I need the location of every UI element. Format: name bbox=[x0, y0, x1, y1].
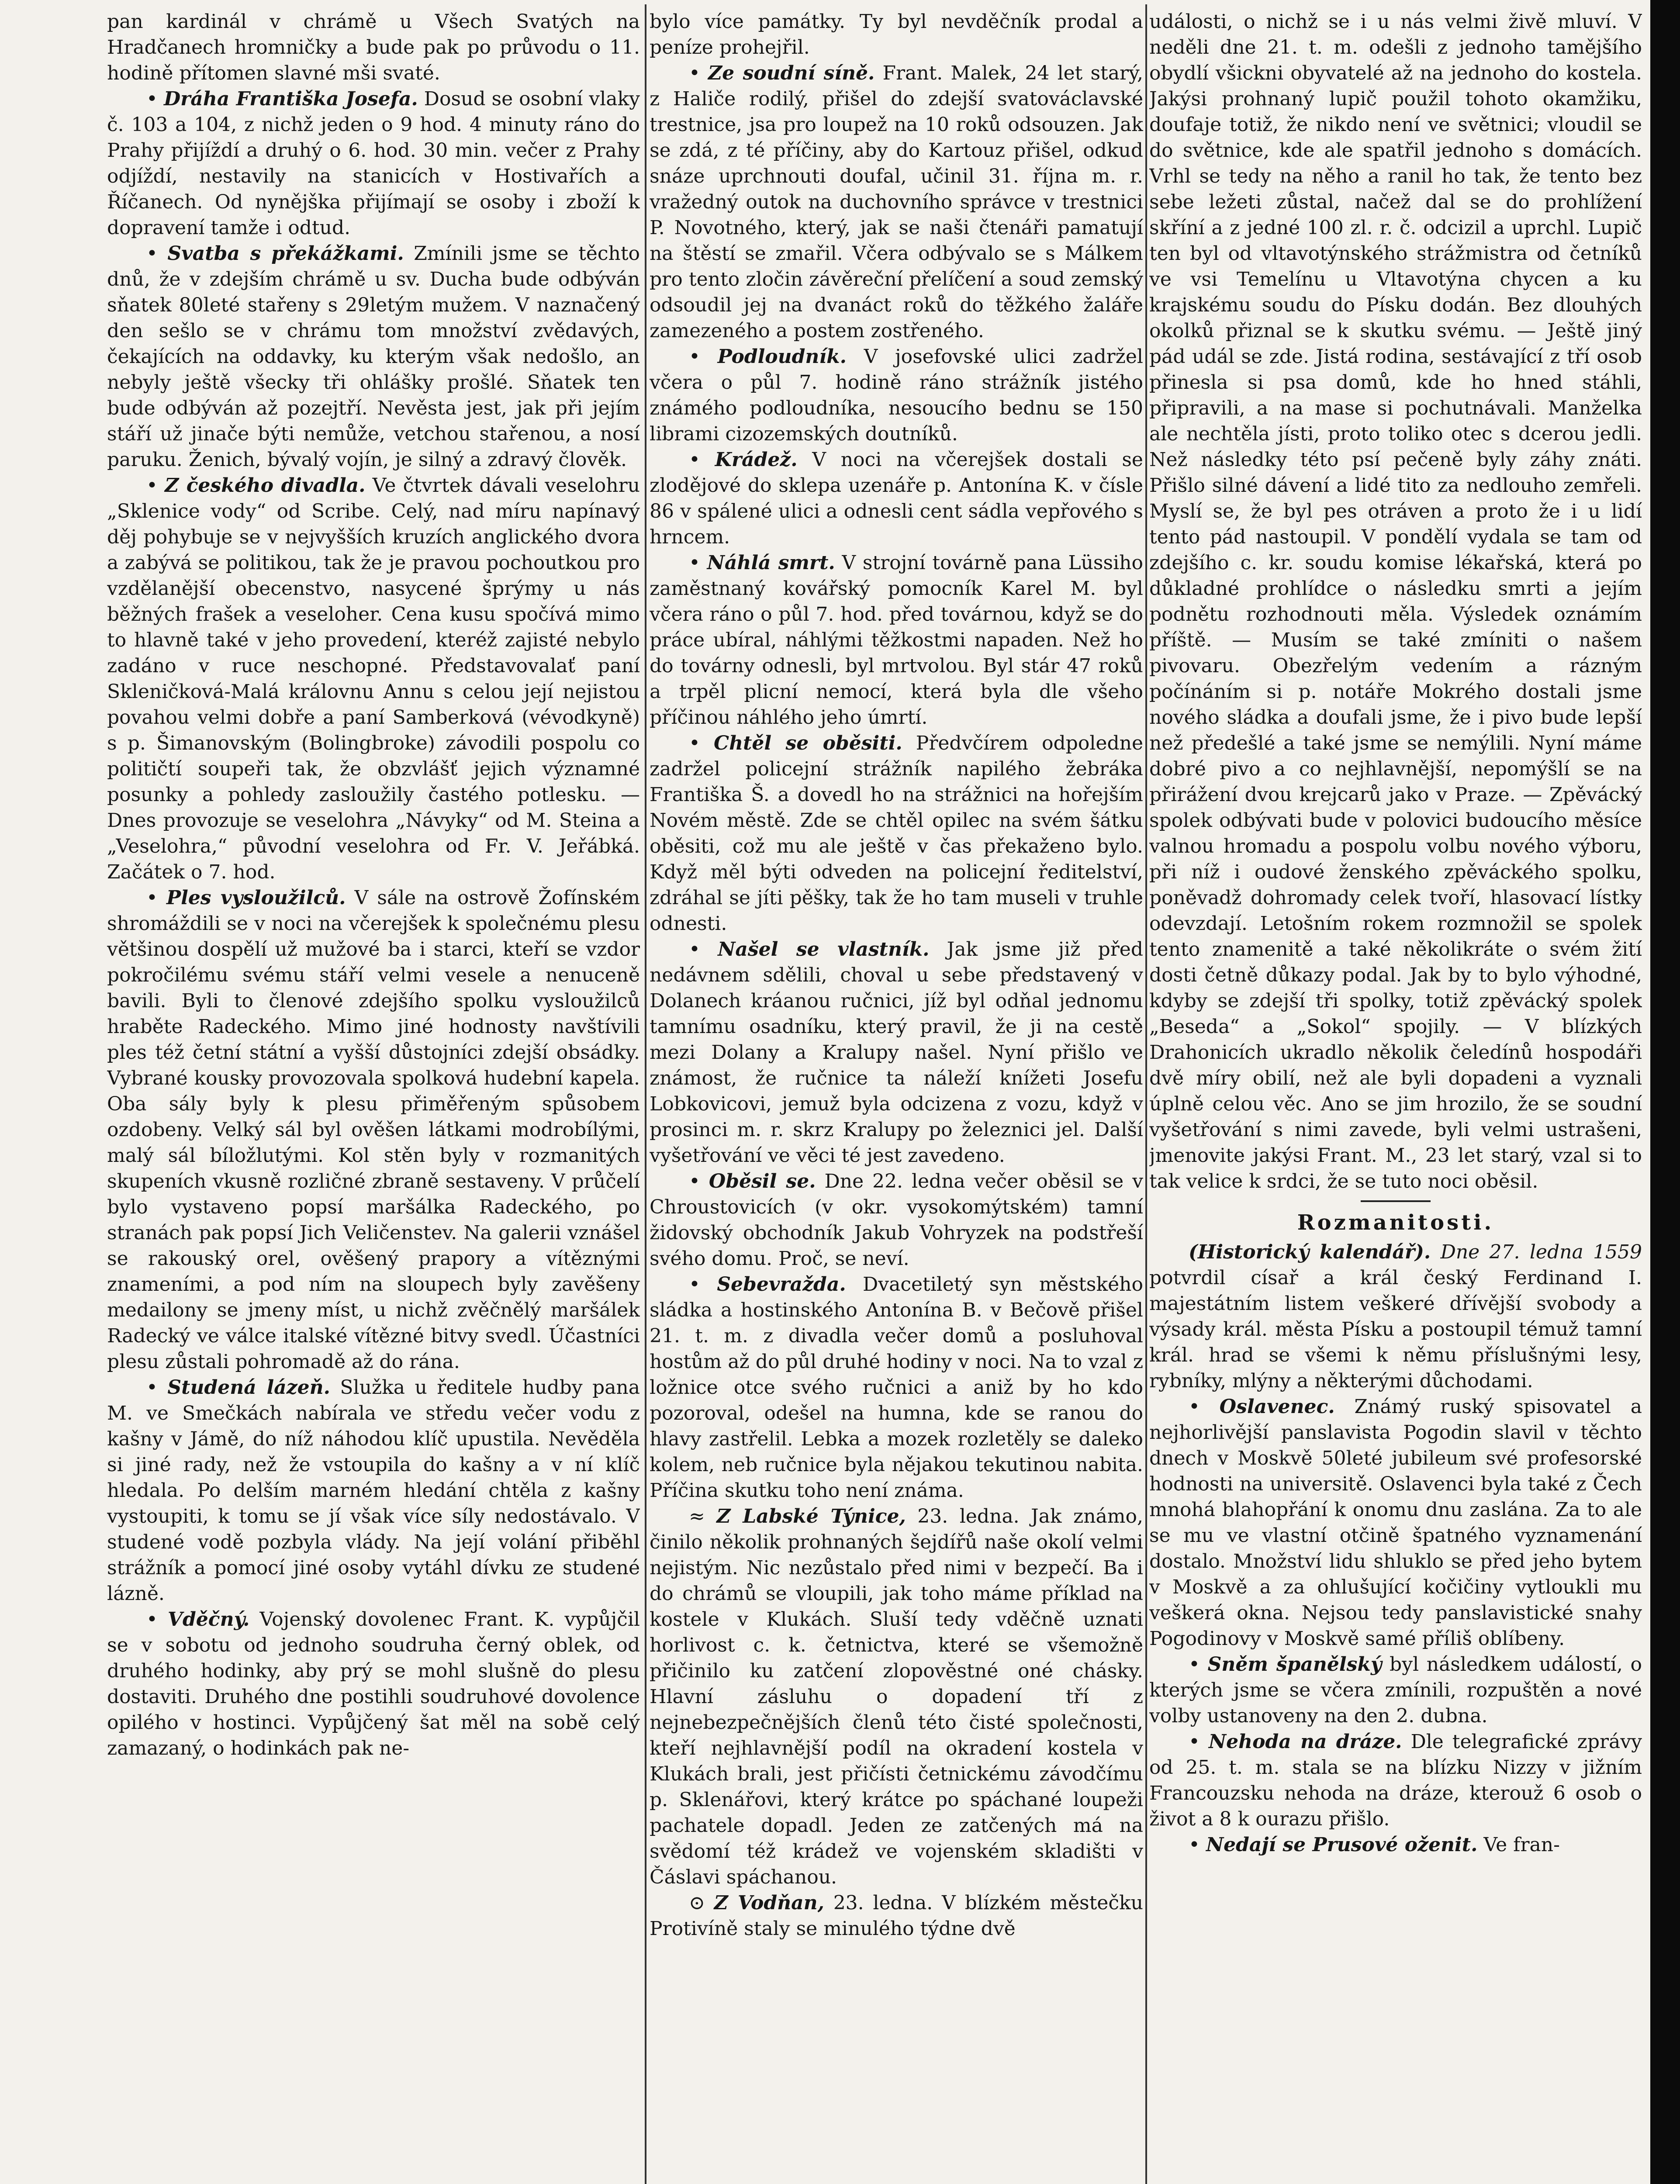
article-item: (Historický kalendář). Dne 27. ledna 1559 potvrdil císař a král český Ferdinand I. majestátním listem veškeré dřívější svobody a výsady král. města Písku a postoupil témuž tamní král. hrad se všemi k němu příslušnými lesy, rybníky, mlýny a některými důchodami. bbox=[1149, 1241, 1642, 1392]
article-heading: Svatba s překážkami. bbox=[167, 242, 404, 265]
article-continuation: bylo více památky. Ty byl nevděčník prodal a peníze prohejřil. bbox=[650, 10, 1143, 59]
column-3 bbox=[1149, 9, 1642, 2184]
article-item: • Dráha Františka Josefa. Dosud se osobní vlaky č. 103 a 104, z nichž jeden o 9 hod. 4 minuty ráno do Prahy přijíždí a druhý o 6. hod. 30 min. večer z Prahy odjíždí, nestavily na stanicích v Hostivařích a Říčanech. Od nynějška přijímají se osoby i zboží k dopravení tamže i odtud. bbox=[107, 88, 640, 239]
article-heading: (Historický kalendář). bbox=[1189, 1241, 1431, 1263]
article-continuation: pan kardinál v chrámě u Všech Svatých na Hradčanech hromničky a bude pak po průvodu o 11. hodině přítomen slavné mši svaté. bbox=[107, 10, 640, 84]
article-item: • Krádež. V noci na včerejšek dostali se zlodějové do sklepa uzenáře p. Antonína K. v čísle 86 v spálené ulici a odnesli cent sádla vepřového s hrncem. bbox=[650, 449, 1143, 548]
article-item: • Oslavenec. Známý ruský spisovatel a nejhorlivější panslavista Pogodin slavil v těchto dnech v Moskvě 50leté jubileum své profesorské hodnosti na universitě. Oslavenci byla také z Čech mnohá blahopřání k onomu dnu zaslána. Za to ale se mu ve vlastní otčině špatného vyznamenání dostalo. Množství lidu shluklo se před jeho bytem v Moskvě a za ohlušující kočičiny vytloukli mu veškerá okna. Nejsou tedy panslavistické snahy Pogodinovy v Moskvě samé příliš oblíbeny. bbox=[1149, 1396, 1642, 1650]
article-item: • Našel se vlastník. Jak jsme již před nedávnem sdělili, choval u sebe představený v Dolanech kráanou ručnici, jíž byl odňal jednomu tamnímu osadníku, který pravil, že ji na cestě mezi Dolany a Kralupy našel. Nyní přišlo ve známost, že ručnice ta náleží knížeti Josefu Lobkovicovi, jemuž byla odcizena z vozu, když v prosinci m. r. skrz Kralupy po železnici jel. Další vyšetřování ve věci té jest zavedeno. bbox=[650, 938, 1143, 1167]
article-heading: Krádež. bbox=[715, 449, 798, 471]
article-item: • Chtěl se oběsiti. Předvčírem odpoledne zadržel policejní strážník napilého žebráka Františka Š. a dovedl ho na strážnici na hořejším Novém městě. Zde se chtěl opilec na svém šátku oběsiti, což mu ale ještě v čas překaženo bylo. Když měl býti odveden na policejní ředitelství, zdráhal se jíti pěšky, tak že ho tam museli v truhle odnesti. bbox=[650, 732, 1143, 935]
article-item: • Svatba s překážkami. Zmínili jsme se těchto dnů, že v zdejším chrámě u sv. Ducha bude odbýván sňatek 80leté stařeny s 29letým mužem. V naznačený den sešlo se v chrámu tom množství zvědavých, čekajících na oddavky, ku kterým však nedošlo, an nebyly ještě všecky tři ohlášky prošlé. Sňatek ten bude odbýván až pozejtří. Nevěsta jest, jak při jejím stáří už jinače býti nemůže, vetchou stařenou, a nosí paruku. Ženich, bývalý vojín, je silný a zdravý člověk. bbox=[107, 242, 640, 471]
article-item: • Studená lázeň. Služka u ředitele hudby pana M. ve Smečkách nabírala ve středu večer vodu z kašny v Jámě, do níž náhodou klíč upustila. Nevěděla si jiné rady, než že vstoupila do kašny a v ní klíč hledala. Po delším marném hledání chtěla z kašny vystoupiti, k tomu se jí však více síly nedostávalo. V studené vodě pozbyla vlády. Na její volání přiběhl strážník a pomocí jiné osoby vytáhl dívku ze studené lázně. bbox=[107, 1376, 640, 1605]
article-item: • Nedají se Prusové oženit. Ve fran- bbox=[1189, 1834, 1560, 1856]
article-item: • Sebevražda. Dvacetiletý syn městského sládka a hostinského Antonína B. v Bečově přišel 21. t. m. z divadla večer domů a posluhoval hostům až do půl druhé hodiny v noci. Na to vzal z ložnice otce svého ručnici a aniž by ho kdo pozoroval, odešel na humna, kde se ranou do hlavy zastřelil. Lebka a mozek rozletěly se daleko kolem, neb ručnice byla nějakou tekutinou nabita. Příčina skutku toho není známa. bbox=[650, 1273, 1143, 1502]
article-heading: Oslavenec. bbox=[1219, 1396, 1335, 1418]
article-heading: Z Labské Týnice, bbox=[716, 1505, 906, 1527]
article-heading: Z Vodňan, bbox=[714, 1892, 824, 1914]
article-heading: Ze soudní síně. bbox=[708, 62, 875, 84]
article-item: • Ze soudní síně. Frant. Malek, 24 let starý, z Haliče rodilý, přišel do zdejší svatováclavské trestnice, jsa pro loupež na 10 roků odsouzen. Jak se zdá, z té příčiny, aby do Kartouz přišel, odkud snáze uprchnouti doufal, učinil 31. října m. r. vražedný outok na duchovního správce v trestnici P. Novotného, který, jak se naši čtenáři pamatují na štěstí se zmařil. Včera odbývalo se s Málkem pro tento zločin závěreční přelíčení a soud zemský odsoudil jej na dvanáct roků do těžkého žaláře zamezeného a postem zostřeného. bbox=[650, 62, 1143, 342]
article-heading: Sněm španělský bbox=[1207, 1653, 1382, 1676]
scan-edge bbox=[1650, 0, 1680, 2184]
article-heading: Nedají se Prusové oženit. bbox=[1206, 1834, 1478, 1856]
article-heading: Studená lázeň. bbox=[167, 1376, 330, 1399]
section-divider bbox=[1361, 1200, 1431, 1202]
article-item: • Nehoda na dráze. Dle telegrafické zprávy od 25. t. m. stala se na blízku Nizzy v jižním Francouzsku nehoda na dráze, kterouž 6 osob o život a 8 k ourazu přišlo. bbox=[1149, 1731, 1642, 1830]
article-heading: Dráha Františka Josefa. bbox=[163, 88, 418, 110]
column-2 bbox=[650, 9, 1143, 2184]
column-divider bbox=[645, 4, 646, 2184]
column-divider bbox=[1145, 4, 1147, 2184]
article-heading: Našel se vlastník. bbox=[718, 938, 930, 961]
article-item: • Ples vysloužilců. V sále na ostrově Žofínském shromáždili se v noci na včerejšek k společnému plesu většinou dospělí už mužové ba i starci, kteří se vzdor pokročilému svému stáří velmi vesele a nenuceně bavili. Byli to členové zdejšího spolku vysloužilců hraběte Radeckého. Mimo jiné hodnosty navštívili ples též četní státní a vyšší důstojníci zdejší obsádky. Vybrané kousky provozovala spolková hudební kapela. Oba sály byly k plesu přiměřeným spůsobem ozdobeny. Velký sál byl ověšen látkami modrobílými, malý sál bíložlutými. Kol stěn byly v rozmanitých skupeních vkusně rozličné zbraně sestaveny. V průčelí bylo vystaveno popsí maršálka Radeckého, po stranách pak popsí Jich Veličenstev. Na galerii vznášel se rakouský orel, ověšený prapory a vítěznými znameními, a pod ním na sloupech byly zavěšeny medailony se jmeny míst, u nichž zvěčnělý maršálek Radecký ve válce italské vítězné bitvy svedl. Účastníci plesu zůstali pohromadě až do rána. bbox=[107, 887, 640, 1373]
article-item: • Z českého divadla. Ve čtvrtek dávali veselohru „Sklenice vody“ od Scribe. Celý, nad míru napínavý děj pohybuje se v nejvyšších kruzích anglického dvora a zabývá se politikou, tak že je pravou pochoutkou pro vzdělanější obecenstvo, nasycené šprýmy u nás běžných frašek a veseloher. Cena kusu spočívá mimo to hlavně také v jeho provedení, kteréž zajisté nebylo zadáno v ruce neschopné. Představovalať paní Skleničková-Malá královnu Annu s celou její nejistou povahou velmi dobře a paní Samberková (vévodkyně) s p. Šimanovským (Bolingbroke) závodili pospolu co političtí soupeři tak, že obzvlášť jejich významné posunky a pohledy zasloužily častého potlesku. — Dnes provozuje se veselohra „Návyky“ od M. Steina a „Veselohra,“ původní veselohra od Fr. V. Jeřábká. Začátek o 7. hod. bbox=[107, 474, 640, 883]
article-item: • Podloudník. V josefovské ulici zadržel včera o půl 7. hodině ráno strážník jistého známého podloudníka, nesoucího bednu se 150 librami cizozemských doutníků. bbox=[650, 346, 1143, 445]
article-item: • Oběsil se. Dne 22. ledna večer oběsil se v Chroustovicích (v okr. vysokomýtském) tamní židovský obchodník Jakub Vohryzek na podstřeší svého domu. Proč, se neví. bbox=[650, 1170, 1143, 1270]
article-heading: Oběsil se. bbox=[709, 1170, 816, 1192]
article-item: • Sněm španělský byl následkem událostí, o kterých jsme se včera zmínili, rozpuštěn a nové volby ustanoveny na den 2. dubna. bbox=[1149, 1653, 1642, 1727]
article-item: • Náhlá smrt. V strojní továrně pana Lüssiho zaměstnaný kovářský pomocník Karel M. byl včera ráno o půl 7. hod. před továrnou, když se do práce ubíral, náhlými těžkostmi napaden. Než ho do továrny odnesli, byl mrtvolou. Byl stár 47 roků a trpěl plicní nemocí, která byla dle všeho příčinou náhlého jeho úmrtí. bbox=[650, 552, 1143, 729]
article-heading: Nehoda na dráze. bbox=[1208, 1731, 1402, 1753]
article-heading: Z českého divadla. bbox=[165, 474, 366, 497]
article-item: ≈ Z Labské Týnice, 23. ledna. Jak známo, činilo několik prohnaných šejdířů naše okolí velmi nejistým. Nic nezůstalo před nimi v bezpečí. Ba i do chrámů se vloupili, jak toho máme příklad na kostele v Klukách. Sluší tedy vděčně uznati horlivost c. k. četnictva, které se všemožně přičinilo ku zatčení zlopověstné oné chásky. Hlavní zásluhu o dopadení tří z nejnebezpečnějších členů této čisté společnosti, kteří nejhlavnější podíl na okradení kostela v Klukách brali, jest přičísti četnickému závodčímu p. Sklenářovi, který krátce po spáchané loupeži pachatele dopadl. Jeden ze zatčených má na svědomí též krádež ve vojenském skladišti v Čáslavi spáchanou. bbox=[650, 1505, 1143, 1888]
article-heading: Ples vysloužilců. bbox=[166, 887, 346, 909]
article-heading: Podloudník. bbox=[717, 346, 847, 368]
article-item: • Vděčný. Vojenský dovolenec Frant. K. vypůjčil se v sobotu od jednoho soudruha černý oblek, od druhého hodinky, aby prý se mohl slušně do plesu dostaviti. Druhého dne postihli soudruhové dovolence opilého v hostinci. Vypůjčený šat měl na sobě celý zamazaný, o hodinkách pak ne- bbox=[107, 1608, 640, 1759]
article-heading: Vděčný. bbox=[167, 1608, 250, 1631]
column-1 bbox=[107, 9, 640, 2184]
article-heading: Sebevražda. bbox=[717, 1273, 846, 1296]
article-item: ⊙ Z Vodňan, 23. ledna. V blízkém městečku Protivíně staly se minulého týdne dvě bbox=[650, 1892, 1143, 1940]
section-title: Rozmanitosti. bbox=[1297, 1210, 1494, 1235]
article-heading: Náhlá smrt. bbox=[707, 552, 835, 574]
article-continuation: události, o nichž se i u nás velmi živě mluví. V neděli dne 21. t. m. odešli z jednoho tamějšího obydlí všickni obyvatelé až na jednoho do kostela. Jakýsi prohnaný lupič použil tohoto okamžiku, doufaje totiž, že nikdo není ve světnici; vloudil se do světnice, kde ale spatřil jednoho s domácích. Vrhl se tedy na něho a ranil ho tak, že tento bez sebe ležeti zůstal, načež dal se do prohlížení skříní a z jedné 100 zl. r. č. odcizil a uprchl. Lupič ten byl od vltavotýnského strážmistra od četníků ve vsi Temelínu u Vltavotýna chycen a ku krajskému soudu do Písku dodán. Bez dlouhých okolků přiznal se k skutku svému. — Ještě jiný pád udál se zde. Jistá rodina, sestávající z tří osob přinesla si psa domů, kde ho hned stáhli, připravili, a na mase si pochutnávali. Manželka ale nechtěla jísti, proto toliko otec s dcerou jedli. Než následky této psí pečeně byly záhy znáti. Přišlo silné dávení a lidé tito za nedlouho zemřeli. Myslí se, že byl pes otráven a proto že i u lidí tento pád nastoupil. V pondělí vydala se tam od zdejšího c. kr. soudu komise lékařská, která po důkladné prohlídce o následku smrti a jejím podnětu rozhodnouti měla. Výsledek oznámím příště. — Musím se také zmíniti o našem pivovaru. Obezřelým vedením a rázným počínáním si p. notáře Mokrého dostali jsme nového sládka a doufali jsme, že i pivo bude lepší než předešlé a také jsme se nemýlili. Nyní máme dobré pivo a co nejhlavnější, nepomýšlí se na přirážení dvou krejcarů jako v Praze. — Zpěvácký spolek odbývati bude v polovici budoucího měsíce valnou hromadu a pospolu volbu nového výboru, při níž i oudové ženského zpěváckého spolku, poněvadž dohromady celek tvoří, hlasovací lístky odevzdají. Letošním rokem rozmnožil se spolek tento znamenitě a také několikráte o svém žití dosti četně důkazy podal. Jak by to bylo výhodné, kdyby se zdejší tři spolky, totiž zpěvácký spolek „Beseda“ a „Sokol“ spojily. — V blízkých Drahonicích ukradlo několik čeledínů hospodáři dvě míry obilí, než ale byli dopadeni a vyznali úplně celou věc. Ano se jim hrozilo, že se soudní vyšetřování s nimi zavede, byli velmi ustrašeni, jmenovite jakýsi Frant. M., 23 let starý, vzal si to tak velice k srdci, že se tuto noci oběsil. bbox=[1149, 10, 1642, 1192]
article-heading: Chtěl se oběsiti. bbox=[714, 732, 902, 754]
